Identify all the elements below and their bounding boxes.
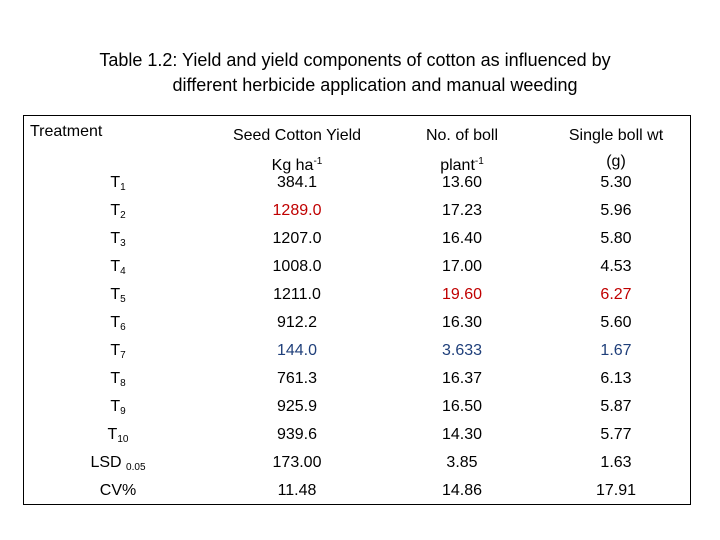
treatment-label: T [107,426,118,443]
cell-wt: 1.67 [600,342,632,359]
treatment-subscript: 7 [120,350,126,361]
treatment-subscript: 4 [120,266,126,277]
treatment-label: T [110,286,121,303]
cell-treatment [24,342,212,361]
header-single-boll-wt [542,123,690,175]
cell-boll: 3.85 [446,454,478,471]
table-title [0,48,720,98]
treatment-subscript: 10 [117,434,129,445]
data-table [23,115,691,505]
cell-boll: 17.00 [441,258,483,275]
cell-yield: 912.2 [276,314,318,331]
cell-wt: 5.60 [600,314,632,331]
cell-treatment [24,230,212,249]
cell-treatment [24,202,212,221]
treatment-label: T [110,258,121,275]
header-yield-line2: Kg ha [271,157,314,174]
cell-yield: 11.48 [277,482,317,499]
treatment-label: T [110,314,121,331]
cell-treatment [24,482,212,500]
cell-treatment [24,314,212,333]
cell-boll: 14.30 [441,426,483,443]
treatment-subscript: 0.05 [126,462,146,473]
cell-yield: 144.0 [276,342,318,359]
treatment-subscript: 5 [120,294,126,305]
cell-treatment [24,286,212,305]
cell-wt: 5.87 [600,398,632,415]
cell-wt: 5.96 [600,202,632,219]
cell-treatment [24,426,212,445]
treatment-subscript: 6 [120,322,126,333]
treatment-label: T [110,230,121,247]
header-single-line1: Single boll wt [568,127,664,144]
header-yield-sup: -1 [313,156,323,167]
treatment-subscript: 9 [120,406,126,417]
cell-treatment [24,370,212,389]
cell-boll: 16.40 [441,230,483,247]
treatment-label: LSD [90,454,127,471]
cell-boll: 16.37 [441,370,483,387]
header-seed-cotton-yield [212,123,382,179]
cell-boll: 17.23 [441,202,483,219]
treatment-subscript: 8 [120,378,126,389]
cell-yield: 173.00 [272,454,322,471]
cell-treatment [24,398,212,417]
cell-treatment [24,258,212,277]
header-boll-sup: -1 [474,156,484,167]
treatment-label: T [110,174,121,191]
cell-boll: 16.30 [441,314,483,331]
treatment-label: T [110,370,121,387]
header-yield-line1: Seed Cotton Yield [232,127,362,144]
cell-boll: 3.633 [441,342,483,359]
treatment-label: T [110,202,121,219]
cell-wt: 4.53 [600,258,632,275]
cell-yield: 1008.0 [272,258,322,275]
cell-yield: 761.3 [276,370,318,387]
header-no-of-boll [382,123,542,179]
cell-wt: 5.77 [600,426,632,443]
cell-wt: 17.91 [595,482,637,499]
treatment-label: CV% [99,482,137,499]
cell-yield: 1211.0 [273,286,321,303]
treatment-label: T [110,342,121,359]
cell-yield: 1289.0 [272,202,322,219]
cell-yield: 1207.0 [272,230,322,247]
cell-wt: 6.13 [600,370,632,387]
treatment-subscript: 3 [120,238,126,249]
cell-treatment [24,174,212,193]
cell-wt: 6.27 [600,286,632,303]
title-line-1: Table 1.2: Yield and yield components of cotton as influenced by [99,50,611,70]
cell-yield: 384.1 [276,174,318,191]
title-line-2: different herbicide application and manual weeding [172,75,578,95]
treatment-subscript: 2 [120,210,126,221]
header-boll-line2: plant [440,157,475,174]
cell-wt: 5.30 [600,174,632,191]
header-boll-line1: No. of boll [425,127,499,144]
treatment-label: T [110,398,121,415]
header-single-line2: (g) [606,153,626,170]
cell-treatment [24,454,212,473]
treatment-subscript: 1 [120,182,126,193]
header-treatment: Treatment [30,123,103,140]
cell-boll: 19.60 [441,286,483,303]
cell-boll: 16.50 [441,398,483,415]
cell-wt: 5.80 [600,230,632,247]
cell-boll: 13.60 [441,174,483,191]
cell-wt: 1.63 [600,454,632,471]
cell-boll: 14.86 [441,482,483,499]
cell-yield: 925.9 [276,398,318,415]
cell-yield: 939.6 [276,426,318,443]
